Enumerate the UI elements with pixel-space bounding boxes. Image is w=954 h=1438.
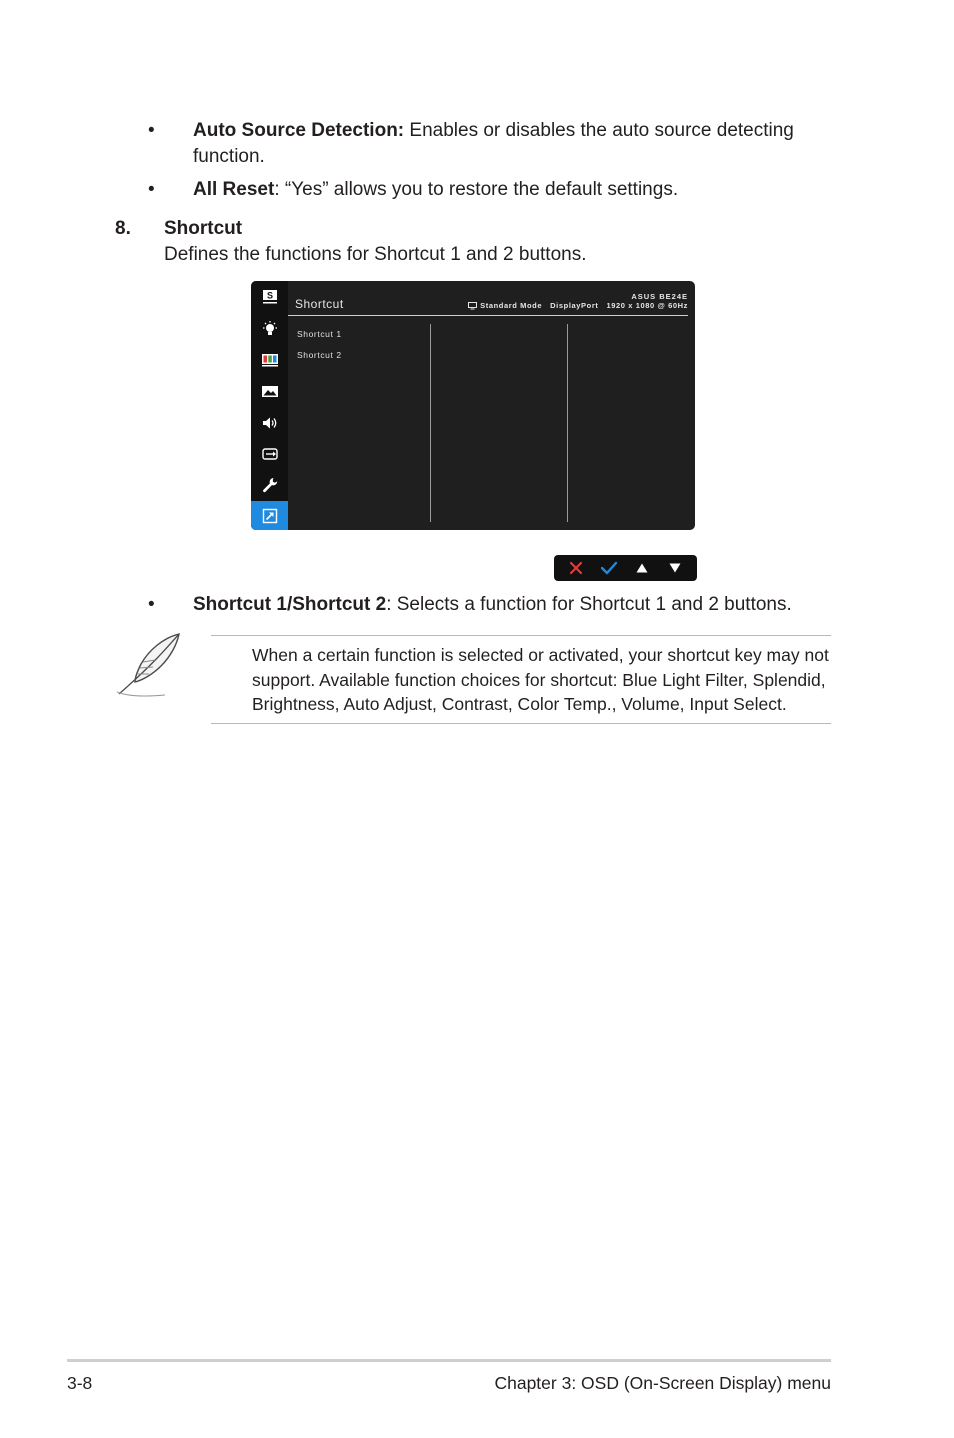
all-reset-desc: : “Yes” allows you to restore the default settings.	[274, 179, 679, 200]
osd-menu-item-shortcut-2: Shortcut 2	[297, 350, 342, 360]
bluelight-icon	[251, 314, 288, 344]
osd-menu-item-shortcut-1: Shortcut 1	[297, 329, 342, 339]
down-key-icon	[663, 558, 687, 578]
chapter-title: Chapter 3: OSD (On-Screen Display) menu	[494, 1373, 831, 1393]
osd-sidebar	[251, 281, 288, 530]
osd-status	[468, 301, 688, 310]
note-line: Brightness, Auto Adjust, Contrast, Color Temp., Volume, Input Select.	[252, 694, 787, 714]
auto-source-desc-cont: function.	[193, 146, 265, 167]
osd-title: Shortcut	[295, 297, 344, 311]
sound-icon	[251, 408, 288, 438]
auto-source-term: Auto Source Detection:	[193, 120, 405, 141]
note-line: When a certain function is selected or activated, your shortcut key may not	[252, 645, 829, 665]
input-icon	[251, 439, 288, 469]
note-line: support. Available function choices for shortcut: Blue Light Filter, Splendid,	[252, 669, 826, 690]
osd-model-name: ASUS BE24E	[631, 292, 688, 301]
shortcut12-text	[193, 592, 792, 618]
all-reset-text	[193, 177, 678, 203]
auto-source-detection-text	[193, 118, 794, 144]
all-reset-term: All Reset	[193, 179, 275, 200]
auto-source-desc: Enables or disables the auto source detecting	[404, 120, 794, 141]
osd-column-divider	[567, 324, 568, 522]
osd-key-bar	[554, 555, 697, 581]
up-key-icon	[630, 558, 654, 578]
osd-status-text: Standard Mode DisplayPort 1920 x 1080 @ 60Hz	[480, 301, 688, 310]
note-top-rule	[211, 635, 831, 636]
splendid-letter: S	[266, 290, 273, 301]
osd-menu-screenshot	[251, 281, 695, 530]
bullet-mark: •	[148, 594, 155, 615]
splendid-icon	[251, 282, 288, 312]
shortcut12-desc: : Selects a function for Shortcut 1 and 2 buttons.	[386, 594, 792, 615]
confirm-key-icon	[597, 558, 621, 578]
footer-rule	[67, 1359, 831, 1362]
osd-header-divider	[288, 315, 688, 316]
system-icon	[251, 470, 288, 500]
shortcut-icon	[251, 501, 288, 530]
note-feather-icon	[113, 630, 185, 705]
note-bottom-rule	[211, 723, 831, 724]
bullet-mark: •	[148, 179, 155, 200]
image-icon	[251, 377, 288, 407]
section-description: Defines the functions for Shortcut 1 and 2 buttons.	[164, 244, 587, 265]
bullet-mark: •	[148, 120, 155, 141]
shortcut12-term: Shortcut 1/Shortcut 2	[193, 594, 387, 615]
monitor-icon	[468, 302, 477, 310]
section-title: Shortcut	[164, 218, 243, 239]
page-number: 3-8	[67, 1373, 93, 1393]
section-number: 8.	[115, 218, 131, 239]
osd-column-divider	[430, 324, 431, 522]
close-key-icon	[564, 558, 588, 578]
color-icon	[251, 345, 288, 375]
note-text	[252, 643, 829, 717]
